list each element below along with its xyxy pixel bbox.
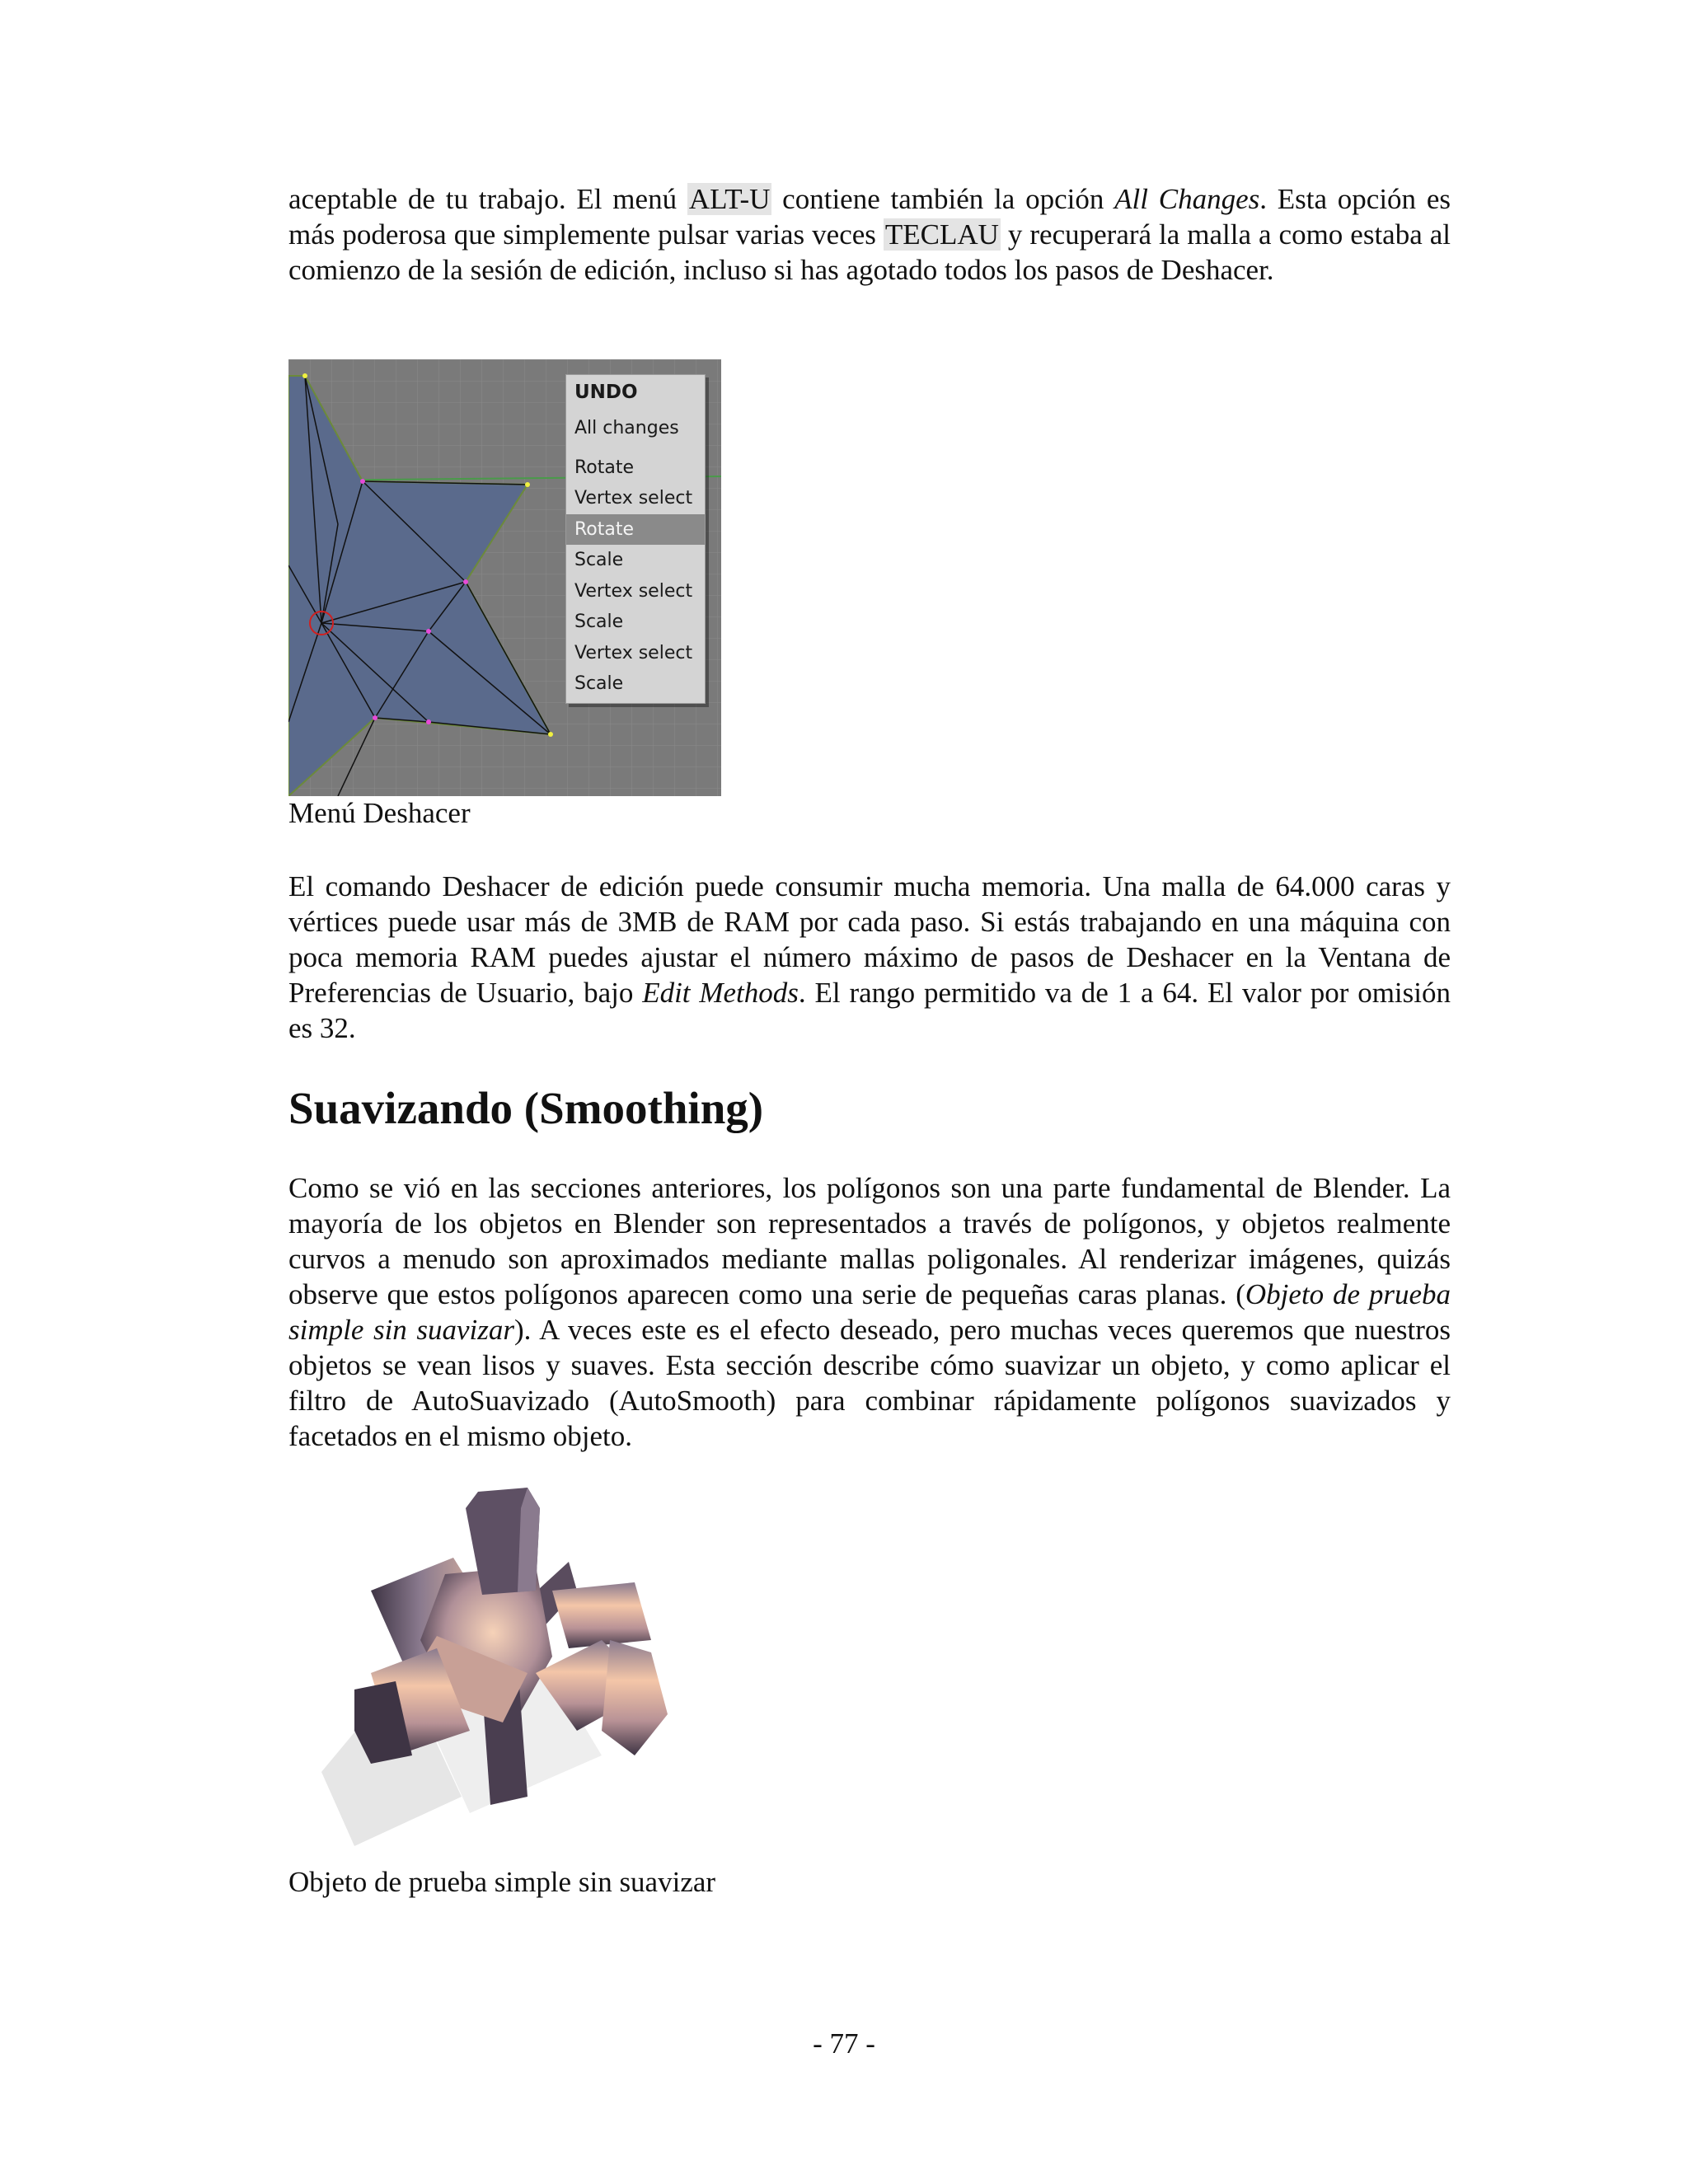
emphasis-edit-methods: Edit Methods: [642, 977, 799, 1009]
text-run: ). A veces este es el efecto deseado, pero muchas veces queremos que nuestros objetos se vean lisos y suaves. Esta sección describe cómo suavizar un objeto, y como aplicar el filtro de AutoSuavizado (AutoSmooth) para combinar rápidamente polígonos suavizados y facetados en el mismo objeto.: [288, 1314, 1451, 1452]
undo-menu-item[interactable]: Scale: [574, 673, 624, 694]
text-run: El comando Deshacer de edición puede consumir mucha memoria. Una malla de 64.000 caras y vértices puede usar más de 3MB de RAM por cada paso. Si estás trabajando en una máquina con poca memoria RAM puedes ajustar el número máximo de pasos de Deshacer en la Ventana de Preferencias de Usuario, bajo: [288, 870, 1451, 1009]
page-number: - 77 -: [813, 2027, 875, 2060]
text-run: . Esta opción es más poderosa que simplemente pulsar varias veces: [288, 183, 1451, 251]
key-teclau: TECLAU: [884, 218, 999, 251]
undo-menu-item[interactable]: Scale: [574, 550, 624, 570]
text-run: y recuperará la malla a como estaba al comienzo de la sesión de edición, incluso si has agotado todos los pasos de Deshacer.: [288, 218, 1451, 286]
paragraph-undo-menu: [288, 181, 1451, 288]
undo-menu-title: UNDO: [574, 382, 638, 403]
figure-caption-undo-menu: Menú Deshacer: [288, 797, 471, 829]
figure-caption-faceted-object: Objeto de prueba simple sin suavizar: [288, 1866, 716, 1898]
emphasis-all-changes: All Changes: [1114, 183, 1260, 215]
emphasis-figure-ref: Objeto de prueba simple sin suavizar: [288, 1278, 1451, 1346]
undo-menu-item[interactable]: Rotate: [574, 457, 635, 478]
undo-menu-screenshot: [288, 359, 721, 796]
section-heading: Suavizando (Smoothing): [288, 1083, 764, 1133]
undo-menu: [565, 374, 706, 704]
text-run: . El rango permitido va de 1 a 64. El valor por omisión es 32.: [288, 977, 1451, 1044]
undo-menu-item-active[interactable]: Rotate: [566, 514, 705, 546]
text-run: Como se vió en las secciones anteriores, los polígonos son una parte fundamental de Blender. La mayoría de los objetos en Blender son representados a través de polígonos, y objetos realmente curvos a menudo son aproximados mediante mallas poligonales. Al renderizar imágenes, quizás observe que estos polígonos aparecen como una serie de pequeñas caras planas. (: [288, 1172, 1451, 1310]
key-alt-u: ALT-U: [688, 183, 771, 215]
undo-menu-item[interactable]: Vertex select: [574, 488, 693, 509]
undo-menu-item[interactable]: All changes: [574, 418, 679, 438]
faceted-object-render: [305, 1483, 750, 1863]
undo-menu-item[interactable]: Vertex select: [574, 580, 693, 602]
text-run: aceptable de tu trabajo. El menú: [288, 183, 687, 215]
undo-menu-item[interactable]: Scale: [574, 612, 624, 632]
text-run: contiene también la opción: [771, 183, 1115, 215]
undo-menu-item[interactable]: Vertex select: [574, 642, 693, 663]
paragraph-undo-memory: [288, 869, 1451, 1046]
paragraph-smoothing: [288, 1170, 1451, 1454]
